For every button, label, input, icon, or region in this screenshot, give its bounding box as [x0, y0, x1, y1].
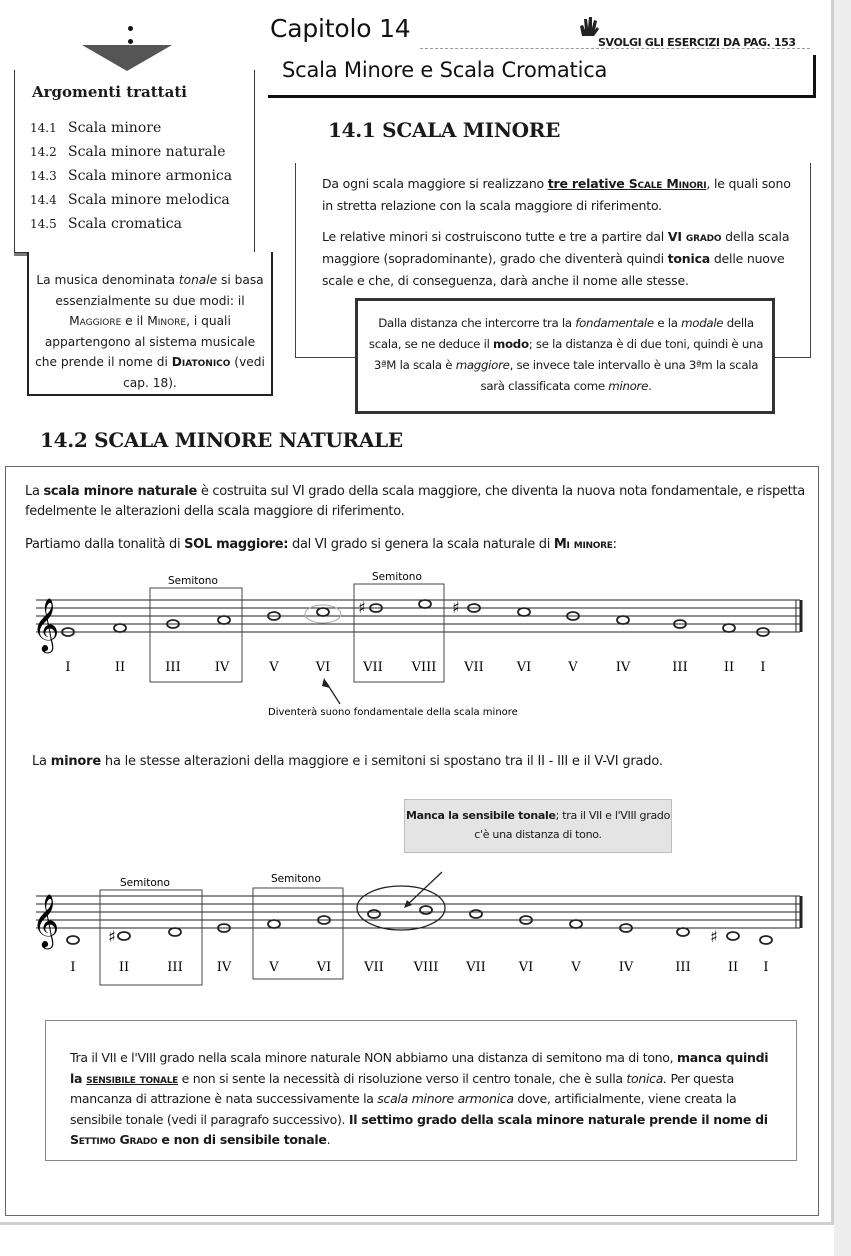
note: [114, 624, 126, 632]
topic-number: 14.2: [30, 145, 57, 159]
degree-label: VIII: [411, 660, 437, 675]
note: [368, 910, 380, 918]
degree-label: I: [70, 960, 76, 975]
degree-label: V: [269, 660, 279, 675]
tonal-info-text: La musica denominata tonale si basa essenzialmente su due modi: il Maggiore e il Minore, i quali appartengono al sistema musicale che prende il nome di Diatonico (vedi cap. 18).: [35, 273, 265, 390]
sharp-icon: ♯: [358, 598, 366, 617]
callout-note: Manca la sensibile tonale; tra il VII e l'VIII grado c'è una distanza di tono.: [404, 799, 672, 853]
topic-label: Scala minore melodica: [68, 192, 230, 208]
degree-label: I: [65, 660, 71, 675]
degree-label: II: [723, 660, 735, 675]
note: [570, 920, 582, 928]
degree-label: VI: [315, 660, 331, 675]
arrow-down-icon: [82, 45, 172, 71]
list-item: [30, 144, 232, 168]
list-item: [30, 192, 232, 216]
degree-label: VII: [364, 960, 384, 975]
list-item: [30, 216, 232, 240]
staff-e-minor-scale: [28, 860, 808, 990]
degree-label: I: [763, 960, 769, 975]
degree-label: V: [571, 960, 581, 975]
degree-label: IV: [216, 960, 232, 975]
intro-paragraph: Da ogni scala maggiore si realizzano tre relative Scale Minori, le quali sono in stretta relazione con la scala maggiore di riferimento.: [322, 176, 791, 213]
note: [218, 616, 230, 624]
topic-label: Scala minore armonica: [68, 168, 233, 184]
degree-label: II: [727, 960, 739, 975]
degree-label: IV: [615, 660, 631, 675]
divider: [420, 48, 810, 49]
intro-paragraph: Le relative minori si costruiscono tutte e tre a partire dal VI grado della scala maggiore (sopradominante), grado che diventerà quindi tonica delle nuove scale e che, di conseguenza, darà anche il nome alle stesse.: [322, 229, 790, 288]
note: [470, 910, 482, 918]
degree-label: VI: [516, 660, 532, 675]
topic-label: Scala cromatica: [68, 216, 182, 232]
staff-g-major-scale: [28, 566, 808, 726]
list-item: [30, 120, 232, 144]
note: [317, 608, 329, 616]
sharp-icon: ♯: [108, 927, 116, 946]
degree-label: II: [114, 660, 126, 675]
dot-icon: [128, 26, 133, 31]
semitone-label: Semitono: [372, 571, 422, 583]
topics-title: Argomenti trattati: [32, 83, 187, 101]
semitone-label: Semitono: [271, 873, 321, 885]
degree-label: III: [672, 660, 688, 675]
note: [723, 624, 735, 632]
degree-label: IV: [214, 660, 230, 675]
notes: [62, 600, 769, 636]
degree-label: III: [165, 660, 181, 675]
treble-clef-icon: 𝄞: [32, 597, 60, 651]
degree-label: VI: [518, 960, 534, 975]
topic-number: 14.3: [30, 169, 57, 183]
chapter-title: Capitolo 14: [270, 14, 411, 43]
degree-label: IV: [618, 960, 634, 975]
bottom-note-text: Tra il VII e l'VIII grado nella scala minore naturale NON abbiamo una distanza di semitono ma di tono, manca quindi la sensibile tonale e non si sente la necessità di risoluzione verso il centro tonale, che è sulla tonica. Per questa mancanza di attrazione è nata successivamente la scala minore armonica dove, artificialmente, viene creata la sensibile tonale (vedi il paragrafo successivo). Il settimo grado della scala minore naturale prende il nome di Settimo Grado e non di sensibile tonale.: [70, 1050, 769, 1147]
degree-label: V: [568, 660, 578, 675]
degree-label: VIII: [413, 960, 439, 975]
topic-number: 14.1: [30, 121, 57, 135]
note: [677, 928, 689, 936]
sharp-icon: ♯: [710, 927, 718, 946]
mode-text: Dalla distanza che intercorre tra la fondamentale e la modale della scala, se ne deduce il modo; se la distanza è di due toni, quindi è una 3ªM la scala è maggiore, se invece tale intervallo è una 3ªm la scala sarà classificata come minore.: [368, 316, 764, 393]
treble-clef-icon: 𝄞: [32, 893, 60, 947]
section-heading-14-2: 14.2 SCALA MINORE NATURALE: [40, 428, 403, 452]
note: [518, 608, 530, 616]
topic-number: 14.5: [30, 217, 57, 231]
note: [169, 928, 181, 936]
degree-label: VII: [466, 960, 486, 975]
topics-list: [30, 120, 232, 240]
annotation-text: Diventerà suono fondamentale della scala minore: [268, 707, 518, 718]
page-shadow: [834, 0, 851, 1256]
list-item: [30, 168, 232, 192]
degree-label: VI: [316, 960, 332, 975]
note: [727, 932, 739, 940]
degree-label: VII: [363, 660, 383, 675]
note: [420, 906, 432, 914]
note: [419, 600, 431, 608]
note: [268, 920, 280, 928]
degree-label: I: [760, 660, 766, 675]
section-heading-14-1: 14.1 SCALA MINORE: [328, 118, 561, 142]
start-paragraph: Partiamo dalla tonalità di SOL maggiore: dal VI grado si genera la scala naturale di Mi minore:: [25, 537, 617, 552]
sharp-icon: ♯: [452, 598, 460, 617]
semitone-label: Semitono: [168, 575, 218, 587]
definition-paragraph: La scala minore naturale è costruita sul VI grado della scala maggiore, che diventa la nuova nota fondamentale, e rispetta fedelmente le alterazioni della scala maggiore di riferimento.: [25, 484, 805, 519]
degree-label: III: [167, 960, 183, 975]
topic-label: Scala minore: [68, 120, 162, 136]
note: [67, 936, 79, 944]
note: [118, 932, 130, 940]
topic-number: 14.4: [30, 193, 57, 207]
note: [760, 936, 772, 944]
topic-label: Scala minore naturale: [68, 144, 226, 160]
note: [617, 616, 629, 624]
degree-label: III: [675, 960, 691, 975]
exercise-note: SVOLGI GLI ESERCIZI DA PAG. 153: [598, 36, 796, 49]
dot-icon: [128, 39, 133, 44]
degree-label: II: [118, 960, 130, 975]
degree-label: VII: [464, 660, 484, 675]
minor-paragraph: La minore ha le stesse alterazioni della maggiore e i semitoni si spostano tra il II - III e il V-VI grado.: [32, 754, 663, 769]
degree-label: V: [269, 960, 279, 975]
chapter-subtitle: Scala Minore e Scala Cromatica: [282, 58, 608, 82]
semitone-label: Semitono: [120, 877, 170, 889]
